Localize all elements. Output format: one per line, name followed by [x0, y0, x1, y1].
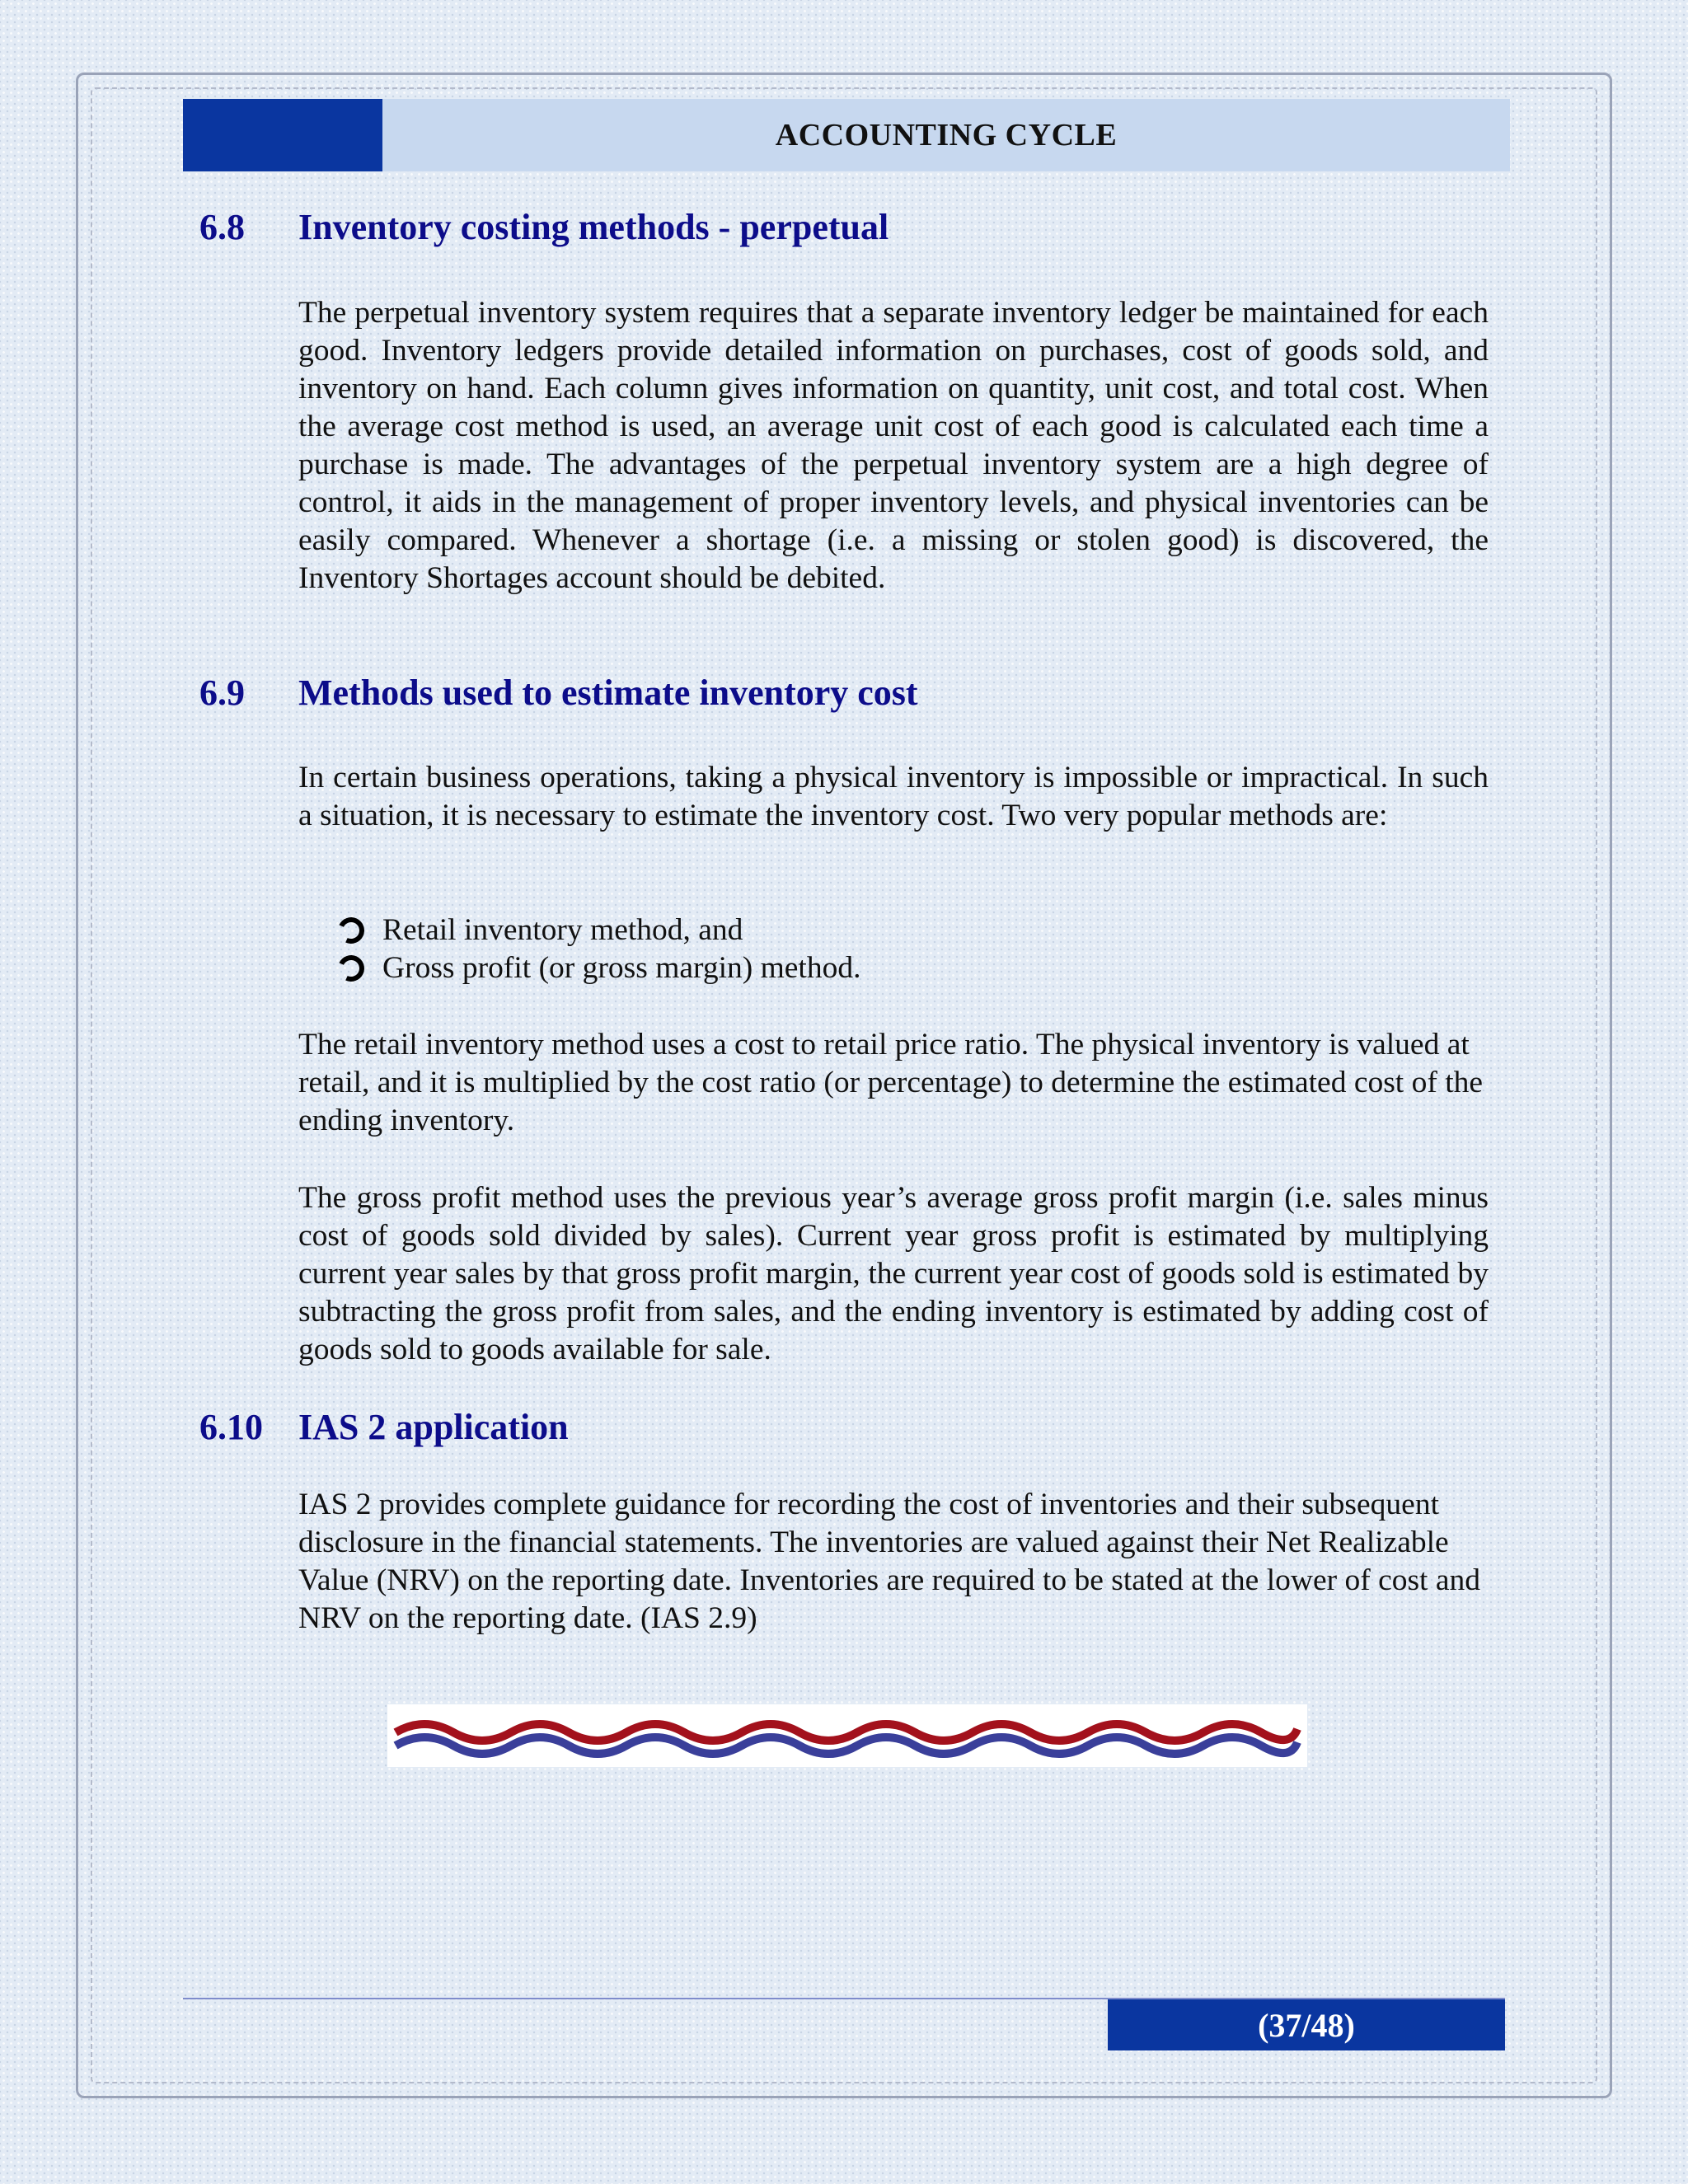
- list-item-text: Gross profit (or gross margin) method.: [382, 951, 861, 985]
- section-number: 6.10: [199, 1407, 263, 1447]
- section-title: IAS 2 application: [298, 1407, 569, 1447]
- section-title: Methods used to estimate inventory cost: [298, 673, 918, 713]
- circle-bullet-icon: [334, 951, 368, 985]
- list-item: [338, 912, 743, 949]
- wave-divider-graphic: [387, 1704, 1307, 1767]
- section-paragraph: The perpetual inventory system requires that a separate inventory ledger be maintained for each good. Inventory ledgers provide detailed information on purchases, cost of goods sold, and inventory on hand. Each column gives information on quantity, unit cost, and total cost. When the average cost method is used, an average unit cost of each good is calculated each time a purchase is made. The advantages of the perpetual inventory system are a high degree of control, it aids in the management of proper inventory levels, and physical inventories can be easily compared. Whenever a shortage (i.e. a missing or stolen good) is discovered, the Inventory Shortages account should be debited.: [298, 296, 1489, 595]
- section-paragraph: IAS 2 provides complete guidance for recording the cost of inventories and their subsequent disclosure in the financial statements. The inventories are valued against their Net Realizable Value (NRV) on the reporting date. Inventories are required to be stated at the lower of cost and NRV on the reporting date. (IAS 2.9): [298, 1488, 1480, 1635]
- wave-divider: [387, 1704, 1307, 1767]
- section-paragraph: The gross profit method uses the previous year’s average gross profit margin (i.e. sales minus cost of goods sold divided by sales). Current year gross profit is estimated by multiplying current year sales by that gross profit margin, the current year cost of goods sold is estimated by subtracting the gross profit from sales, and the ending inventory is estimated by adding cost of goods sold to goods available for sale.: [298, 1181, 1489, 1366]
- list-item-text: Retail inventory method, and: [382, 913, 743, 947]
- list-item: [338, 949, 860, 987]
- section-number: 6.8: [199, 207, 245, 247]
- section-paragraph: The retail inventory method uses a cost to retail price ratio. The physical inventory is valued at retail, and it is multiplied by the cost ratio (or percentage) to determine the estimated cost of the ending inventory.: [298, 1028, 1484, 1137]
- section-number: 6.9: [199, 673, 245, 713]
- header-accent-block: [183, 99, 382, 171]
- header-title: ACCOUNTING CYCLE: [775, 118, 1118, 152]
- circle-bullet-icon: [334, 913, 368, 947]
- section-paragraph: In certain business operations, taking a physical inventory is impossible or impractical. In such a situation, it is necessary to estimate the inventory cost. Two very popular methods are:: [298, 761, 1489, 832]
- section-title: Inventory costing methods - perpetual: [298, 207, 889, 247]
- page-number: (37/48): [1108, 1999, 1505, 2050]
